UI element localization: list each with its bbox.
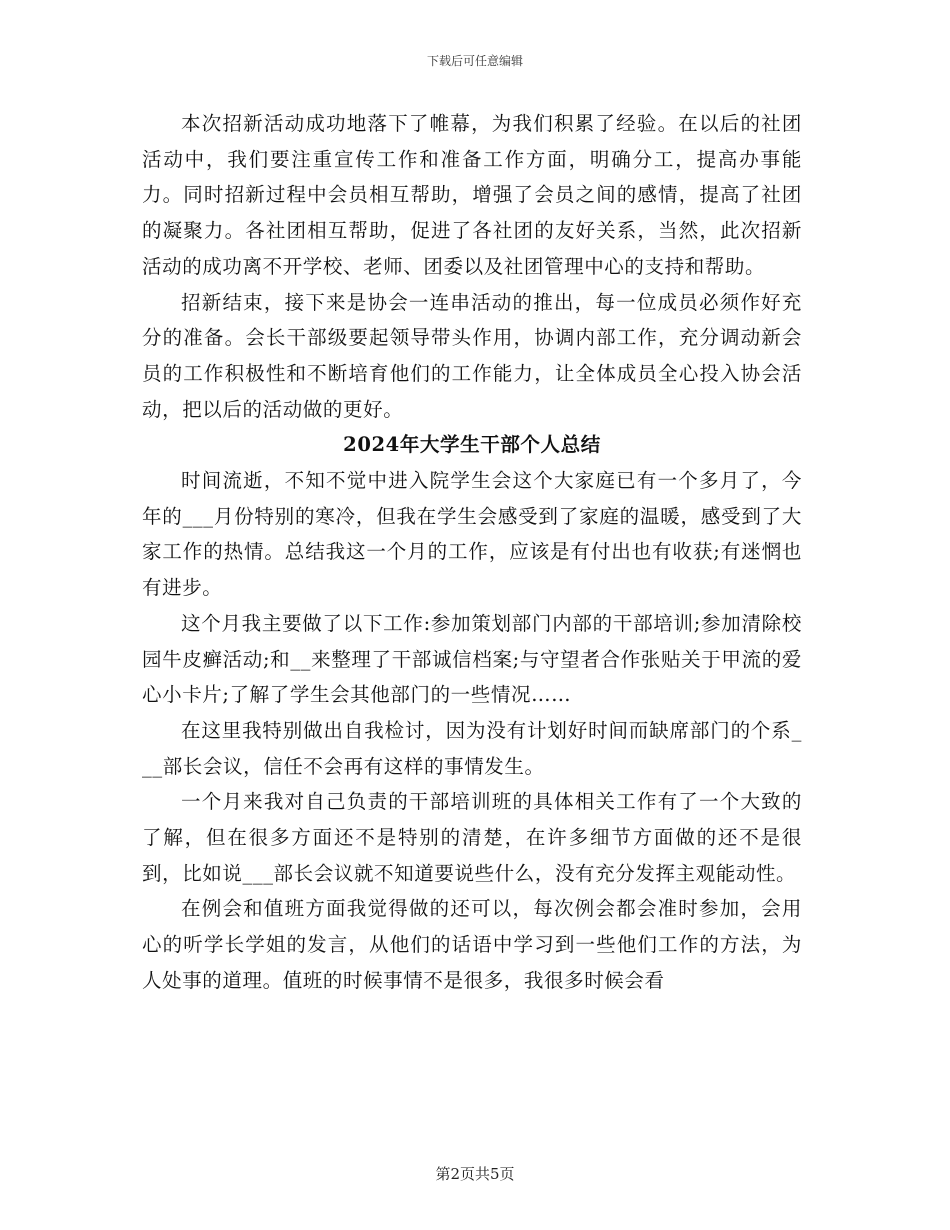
paragraph-training-work: 一个月来我对自己负责的干部培训班的具体相关工作有了一个大致的了解，但在很多方面还不是特别的清楚，在许多细节方面做的还不是很到，比如说___部长会议就不知道要说些什么，没有充分发挥主观能动性。 xyxy=(142,790,802,885)
paragraph-recruitment-summary: 本次招新活动成功地落下了帷幕，为我们积累了经验。在以后的社团活动中，我们要注重宣传工作和准备工作方面，明确分工，提高办事能力。同时招新过程中会员相互帮助，增强了会员之间的感情，提高了社团的凝聚力。各社团相互帮助，促进了各社团的友好关系，当然，此次招新活动的成功离不开学校、老师、团委以及社团管理中心的支持和帮助。 xyxy=(142,112,802,278)
page-number: 第2页共5页 xyxy=(435,1165,515,1183)
section-title: 2024年大学生干部个人总结 xyxy=(343,433,601,457)
paragraph-intro: 时间流逝，不知不觉中进入院学生会这个大家庭已有一个多月了，今年的___月份特别的寒冷，但我在学生会感受到了家庭的温暖，感受到了大家工作的热情。总结我这一个月的工作，应该是有付出也有收获;有迷惘也有进步。 xyxy=(142,469,802,600)
paragraph-self-review: 在这里我特别做出自我检讨，因为没有计划好时间而缺席部门的个系___部长会议，信任不会再有这样的事情发生。 xyxy=(142,718,802,778)
paragraph-meetings-duty: 在例会和值班方面我觉得做的还可以，每次例会都会准时参加，会用心的听学长学姐的发言，从他们的话语中学习到一些他们工作的方法，为人处事的道理。值班的时候事情不是很多，我很多时候会看 xyxy=(142,897,802,992)
paragraph-work-list: 这个月我主要做了以下工作:参加策划部门内部的干部培训;参加清除校园牛皮癣活动;和__来整理了干部诚信档案;与守望者合作张贴关于甲流的爱心小卡片;了解了学生会其他部门的一些情况…… xyxy=(142,611,802,707)
page-header-note: 下载后可任意编辑 xyxy=(426,54,523,68)
document-body xyxy=(142,106,802,999)
paragraph-after-recruitment: 招新结束，接下来是协会一连串活动的推出，每一位成员必须作好充分的准备。会长干部级要起领导带头作用，协调内部工作，充分调动新会员的工作积极性和不断培育他们的工作能力，让全体成员全心投入协会活动，把以后的活动做的更好。 xyxy=(142,290,802,421)
